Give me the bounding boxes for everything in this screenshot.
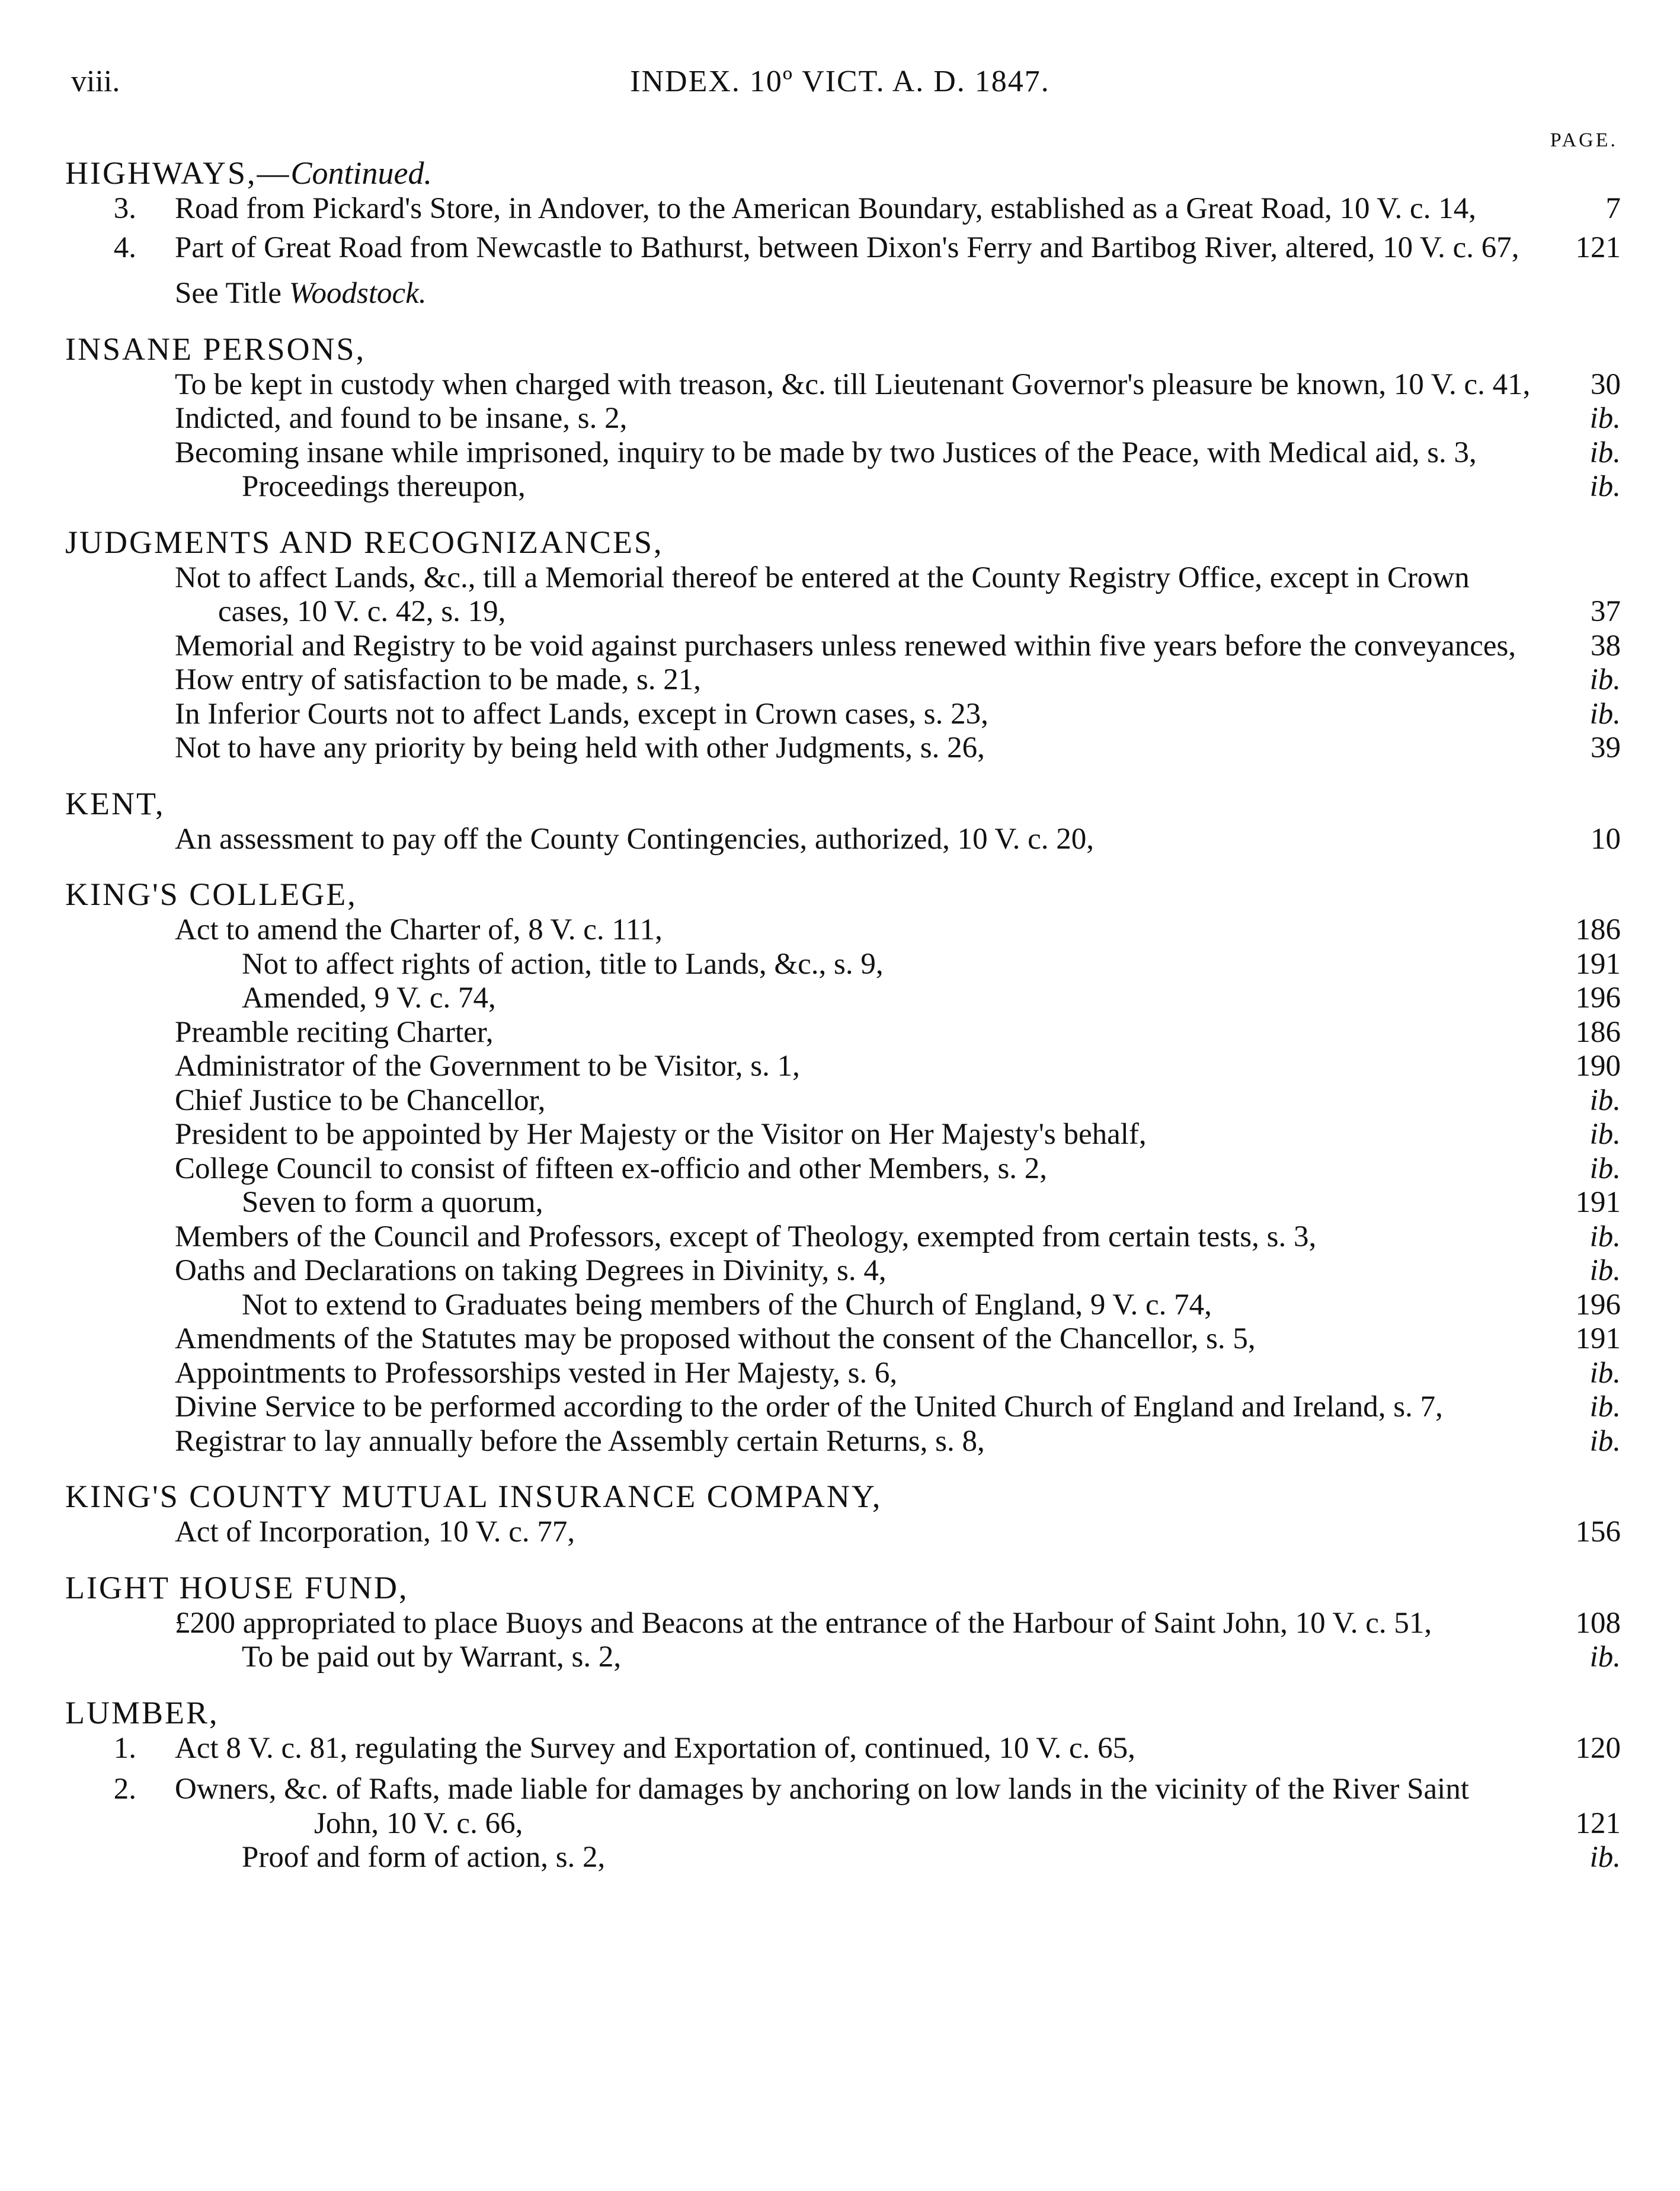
- index-entry: [65, 1220, 1621, 1255]
- index-entry: [65, 629, 1621, 664]
- entry-page: ib.: [1589, 402, 1621, 435]
- entry-page: 38: [1591, 629, 1621, 663]
- index-entry: [65, 731, 1621, 766]
- index-section-highways: [65, 155, 1621, 311]
- index-entry: [65, 663, 1621, 698]
- index-entry: [65, 1607, 1621, 1641]
- entry-text: Road from Pickard's Store, in Andover, to the American Boundary, established as a Great Road, 10 V. c. 14,: [175, 192, 1476, 225]
- entry-text: Seven to form a quorum,: [242, 1186, 543, 1219]
- section-heading: [65, 155, 1621, 191]
- index-entry: [65, 1773, 1621, 1841]
- entry-page: 121: [1575, 1806, 1621, 1840]
- index-entry: [65, 1515, 1621, 1550]
- entry-page: ib.: [1589, 1220, 1621, 1253]
- index-entry: [65, 1322, 1621, 1357]
- entry-text: Act 8 V. c. 81, regulating the Survey and Exportation of, continued, 10 V. c. 65,: [175, 1731, 1135, 1765]
- entry-text: Amended, 9 V. c. 74,: [242, 981, 496, 1015]
- entry-text: How entry of satisfaction to be made, s. 21,: [175, 663, 702, 696]
- index-entry: [65, 948, 1621, 982]
- entry-text: Oaths and Declarations on taking Degrees in Divinity, s. 4,: [175, 1254, 887, 1287]
- entry-text: Divine Service to be performed according to the order of the United Church of England and Ireland, s. 7,: [175, 1390, 1443, 1424]
- entry-text: In Inferior Courts not to affect Lands, except in Crown cases, s. 23,: [175, 697, 988, 731]
- index-section-kent: [65, 786, 1621, 857]
- entry-page: ib.: [1589, 663, 1621, 696]
- entry-page: ib.: [1589, 1640, 1621, 1674]
- entry-text: Memorial and Registry to be void against purchasers unless renewed within five years before the conveyances,: [175, 629, 1516, 663]
- entry-page: ib.: [1589, 1841, 1621, 1874]
- entry-page: ib.: [1589, 1254, 1621, 1287]
- entry-page: 37: [1591, 595, 1621, 628]
- section-heading: JUDGMENTS AND RECOGNIZANCES,: [65, 524, 664, 560]
- entry-text: Not to have any priority by being held with other Judgments, s. 26,: [175, 731, 985, 765]
- entry-page: ib.: [1589, 1356, 1621, 1390]
- entry-text: £200 appropriated to place Buoys and Beacons at the entrance of the Harbour of Saint John, 10 V. c. 51,: [175, 1606, 1432, 1640]
- entry-number: 1.: [113, 1731, 136, 1765]
- see-reference: Woodstock.: [289, 277, 427, 310]
- entry-text: To be kept in custody when charged with treason, &c. till Lieutenant Governor's pleasure be known, 10 V. c. 41,: [175, 367, 1531, 401]
- entry-page: 196: [1575, 1288, 1621, 1322]
- see-label: See Title: [175, 277, 281, 310]
- index-section-judgments: [65, 524, 1621, 766]
- index-entry: [65, 698, 1621, 732]
- entry-page: 121: [1575, 231, 1621, 264]
- entry-page: ib.: [1589, 697, 1621, 731]
- index-entry: [65, 1732, 1621, 1766]
- entry-page: ib.: [1589, 436, 1621, 469]
- entry-page: ib.: [1589, 1152, 1621, 1185]
- index-entry: [65, 470, 1621, 504]
- entry-number: 3.: [113, 192, 136, 225]
- entry-text: Indicted, and found to be insane, s. 2,: [175, 402, 628, 435]
- index-entry: [65, 1357, 1621, 1391]
- entry-page: 191: [1575, 947, 1621, 981]
- index-section-lumber: [65, 1695, 1621, 1875]
- folio-number: viii.: [71, 65, 120, 98]
- index-entry: [65, 1254, 1621, 1288]
- section-heading: LUMBER,: [65, 1694, 219, 1731]
- index-entry: [65, 1016, 1621, 1050]
- entry-text: Members of the Council and Professors, except of Theology, exempted from certain tests, s. 3,: [175, 1220, 1317, 1253]
- index-entry: [65, 913, 1621, 948]
- page-column-label: PAGE.: [1550, 129, 1618, 151]
- entry-page: 196: [1575, 981, 1621, 1015]
- index-entry: [65, 368, 1621, 402]
- entry-text: Appointments to Professorships vested in Her Majesty, s. 6,: [175, 1356, 898, 1390]
- index-section-light-house-fund: [65, 1570, 1621, 1675]
- index-entry: [65, 1186, 1621, 1220]
- entry-text: Act to amend the Charter of, 8 V. c. 111,: [175, 913, 663, 946]
- entry-page: 108: [1575, 1606, 1621, 1640]
- see-title-reference: [65, 277, 1621, 311]
- entry-page: ib.: [1589, 1083, 1621, 1117]
- running-title: INDEX. 10º VICT. A. D. 1847.: [630, 65, 1050, 98]
- entry-page: 186: [1575, 913, 1621, 946]
- entry-page: ib.: [1589, 470, 1621, 503]
- entry-text: Owners, &c. of Rafts, made liable for damages by anchoring on low lands in the vicinity of the River Saint John, 10 V. c. 66,: [175, 1773, 1469, 1840]
- index-entry: [65, 823, 1621, 857]
- entry-text: College Council to consist of fifteen ex-officio and other Members, s. 2,: [175, 1152, 1048, 1185]
- entry-page: 191: [1575, 1186, 1621, 1219]
- heading-continued: Continued.: [290, 155, 433, 191]
- entry-text: Proceedings thereupon,: [242, 470, 526, 503]
- entry-text: Act of Incorporation, 10 V. c. 77,: [175, 1515, 575, 1549]
- entry-text: To be paid out by Warrant, s. 2,: [242, 1640, 622, 1674]
- index-entry: [65, 1050, 1621, 1084]
- entry-text: President to be appointed by Her Majesty or the Visitor on Her Majesty's behalf,: [175, 1118, 1147, 1151]
- entry-text: Not to affect rights of action, title to Lands, &c., s. 9,: [242, 947, 884, 981]
- entry-text: Becoming insane while imprisoned, inquiry to be made by two Justices of the Peace, with Medical aid, s. 3,: [175, 436, 1477, 469]
- index-entry: [65, 1640, 1621, 1675]
- index-entry: [65, 402, 1621, 436]
- index-entry: [65, 436, 1621, 471]
- entry-text: Registrar to lay annually before the Assembly certain Returns, s. 8,: [175, 1424, 985, 1458]
- entry-text: Part of Great Road from Newcastle to Bathurst, between Dixon's Ferry and Bartibog River, altered, 10 V. c. 67,: [175, 231, 1519, 264]
- entry-page: 7: [1605, 192, 1621, 225]
- section-heading: KENT,: [65, 785, 165, 821]
- section-heading: INSANE PERSONS,: [65, 331, 366, 367]
- index-section-kings-county-insurance: [65, 1479, 1621, 1550]
- page-header: [0, 64, 1680, 151]
- index-entry: [65, 1084, 1621, 1118]
- entry-text: Proof and form of action, s. 2,: [242, 1841, 606, 1874]
- entry-text: Administrator of the Government to be Visitor, s. 1,: [175, 1050, 800, 1083]
- entry-page: ib.: [1589, 1424, 1621, 1458]
- entry-page: 30: [1591, 367, 1621, 401]
- entry-text: An assessment to pay off the County Contingencies, authorized, 10 V. c. 20,: [175, 822, 1095, 856]
- index-entry: [65, 231, 1621, 266]
- entry-text: Not to affect Lands, &c., till a Memorial thereof be entered at the County Registry Office, except in Crown cases, 10 V. c. 42, s. 19,: [175, 561, 1470, 628]
- entry-page: 186: [1575, 1015, 1621, 1049]
- entry-page: 156: [1575, 1515, 1621, 1549]
- entry-page: 191: [1575, 1322, 1621, 1355]
- section-heading: KING'S COUNTY MUTUAL INSURANCE COMPANY,: [65, 1479, 882, 1514]
- entry-text: Preamble reciting Charter,: [175, 1015, 494, 1049]
- index-entry: [65, 1425, 1621, 1459]
- entry-page: 39: [1591, 731, 1621, 765]
- entry-text: Not to extend to Graduates being members of the Church of England, 9 V. c. 74,: [242, 1288, 1212, 1322]
- section-heading: KING'S COLLEGE,: [65, 877, 357, 912]
- entry-text: Amendments of the Statutes may be proposed without the consent of the Chancellor, s. 5,: [175, 1322, 1256, 1355]
- entry-number: 2.: [113, 1773, 136, 1806]
- index-entry: [65, 192, 1621, 226]
- entry-page: ib.: [1589, 1118, 1621, 1151]
- index-entry: [65, 561, 1621, 629]
- index-entry: [65, 1390, 1621, 1425]
- entry-page: ib.: [1589, 1390, 1621, 1424]
- index-entry: [65, 1288, 1621, 1323]
- index-entry: [65, 981, 1621, 1016]
- index-section-kings-college: [65, 877, 1621, 1458]
- entry-page: 190: [1575, 1050, 1621, 1083]
- entry-page: 10: [1591, 822, 1621, 856]
- index-entry: [65, 1841, 1621, 1875]
- index-entry: [65, 1118, 1621, 1152]
- section-heading: LIGHT HOUSE FUND,: [65, 1569, 409, 1605]
- entry-text: Chief Justice to be Chancellor,: [175, 1083, 546, 1117]
- heading-text: HIGHWAYS,—: [65, 155, 291, 191]
- index-content: [65, 155, 1621, 1891]
- entry-page: 120: [1575, 1731, 1621, 1765]
- index-section-insane-persons: [65, 331, 1621, 504]
- index-entry: [65, 1152, 1621, 1186]
- entry-number: 4.: [113, 231, 136, 264]
